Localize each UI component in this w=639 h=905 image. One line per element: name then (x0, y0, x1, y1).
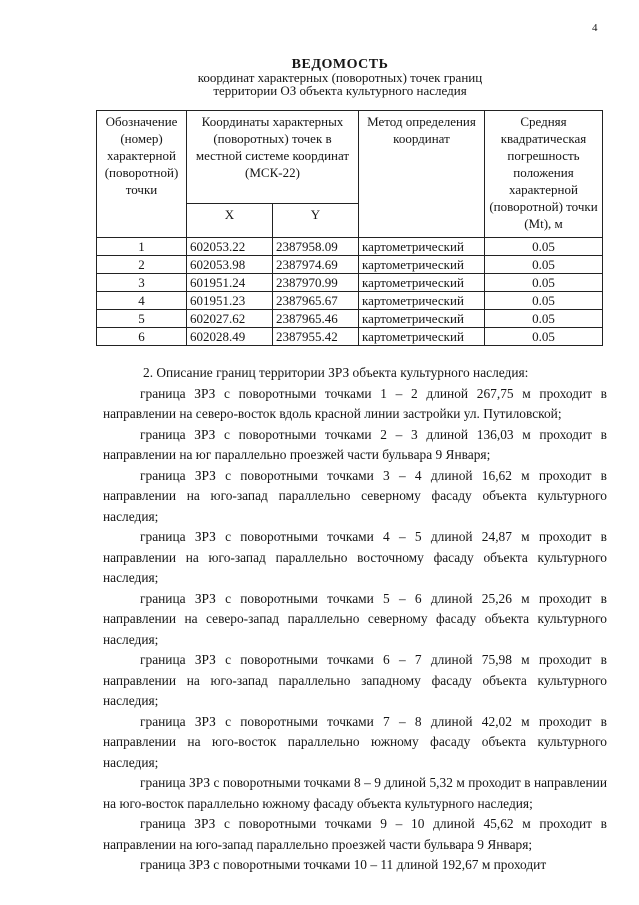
cell-point: 6 (97, 328, 187, 346)
boundary-paragraph: граница ЗРЗ с поворотными точками 8 – 9 длиной 5,32 м проходит в направлении на юго-восток параллельно южному фасаду объекта культурного наследия; (103, 775, 607, 811)
table-row (97, 328, 603, 346)
header-point-designation: Обозначение (номер) характерной (поворотной) точки (97, 111, 187, 238)
cell-point: 5 (97, 310, 187, 328)
cell-error: 0.05 (485, 274, 603, 292)
cell-method: картометрический (359, 292, 485, 310)
cell-method: картометрический (359, 310, 485, 328)
paragraph-list (103, 384, 607, 876)
document-subtitle-line-2: территории ОЗ объекта культурного наследия (213, 83, 467, 98)
cell-y: 2387965.46 (273, 310, 359, 328)
boundary-paragraph: граница ЗРЗ с поворотными точками 7 – 8 длиной 42,02 м проходит в направлении на юго-восток параллельно южному фасаду объекта культурного наследия; (103, 713, 607, 770)
cell-error: 0.05 (485, 328, 603, 346)
cell-method: картометрический (359, 274, 485, 292)
boundary-paragraph: граница ЗРЗ с поворотными точками 4 – 5 длиной 24,87 м проходит в направлении на юго-запад параллельно восточному фасаду объекта культурного наследия; (103, 529, 607, 585)
boundary-paragraph: граница ЗРЗ с поворотными точками 9 – 10 длиной 45,62 м проходит в направлении на юго-запад параллельно проезжей части бульвара 9 Января; (103, 816, 607, 852)
cell-x: 602053.22 (187, 238, 273, 256)
cell-y: 2387958.09 (273, 238, 359, 256)
boundary-paragraph: граница ЗРЗ с поворотными точками 10 – 11 длиной 192,67 м проходит (140, 857, 547, 872)
table-row (97, 256, 603, 274)
document-title: ВЕДОМОСТЬ (291, 57, 389, 72)
cell-point: 3 (97, 274, 187, 292)
header-coordinates: Координаты характерных (поворотных) точек в местной системе координат (МСК-22) (187, 111, 359, 204)
cell-method: картометрический (359, 256, 485, 274)
table-row (97, 238, 603, 256)
cell-method: картометрический (359, 238, 485, 256)
boundary-paragraph: граница ЗРЗ с поворотными точками 6 – 7 длиной 75,98 м проходит в направлении на юго-запад параллельно западному фасаду объекта культурного наследия; (103, 652, 607, 708)
cell-x: 601951.23 (187, 292, 273, 310)
cell-y: 2387955.42 (273, 328, 359, 346)
boundary-paragraph: граница ЗРЗ с поворотными точками 2 – 3 длиной 136,03 м проходит в направлении на юг параллельно проезжей части бульвара 9 Января; (103, 426, 607, 462)
boundary-description (103, 363, 607, 876)
cell-x: 602053.98 (187, 256, 273, 274)
table-row (97, 274, 603, 292)
cell-x: 602027.62 (187, 310, 273, 328)
table-row (97, 292, 603, 310)
cell-x: 602028.49 (187, 328, 273, 346)
header-error: Средняя квадратическая погрешность положения характерной (поворотной) точки (Mt), м (485, 111, 603, 238)
table-row (97, 310, 603, 328)
cell-point: 1 (97, 238, 187, 256)
header-y: Y (273, 204, 359, 238)
boundary-paragraph: граница ЗРЗ с поворотными точками 1 – 2 длиной 267,75 м проходит в направлении на северо-восток вдоль красной линии застройки ул. Путиловской; (103, 385, 607, 421)
cell-y: 2387970.99 (273, 274, 359, 292)
cell-y: 2387974.69 (273, 256, 359, 274)
cell-method: картометрический (359, 328, 485, 346)
boundary-paragraph: граница ЗРЗ с поворотными точками 5 – 6 длиной 25,26 м проходит в направлении на северо-запад параллельно северному фасаду объекта культурного наследия; (103, 590, 607, 647)
coordinates-table (96, 110, 603, 346)
cell-y: 2387965.67 (273, 292, 359, 310)
header-x: X (187, 204, 273, 238)
document-subtitle-line-1: координат характерных (поворотных) точек границ (197, 70, 483, 85)
page-number: 4 (592, 22, 598, 34)
cell-point: 4 (97, 292, 187, 310)
document-header (90, 58, 590, 97)
cell-point: 2 (97, 256, 187, 274)
cell-error: 0.05 (485, 292, 603, 310)
coordinates-table-body (97, 238, 603, 346)
cell-error: 0.05 (485, 256, 603, 274)
cell-error: 0.05 (485, 310, 603, 328)
boundary-paragraph: граница ЗРЗ с поворотными точками 3 – 4 длиной 16,62 м проходит в направлении на юго-запад параллельно северному фасаду объекта культурного наследия; (103, 467, 607, 524)
cell-x: 601951.24 (187, 274, 273, 292)
section-heading: 2. Описание границ территории ЗРЗ объекта культурного наследия: (143, 365, 529, 380)
header-method: Метод определения координат (359, 111, 485, 238)
cell-error: 0.05 (485, 238, 603, 256)
